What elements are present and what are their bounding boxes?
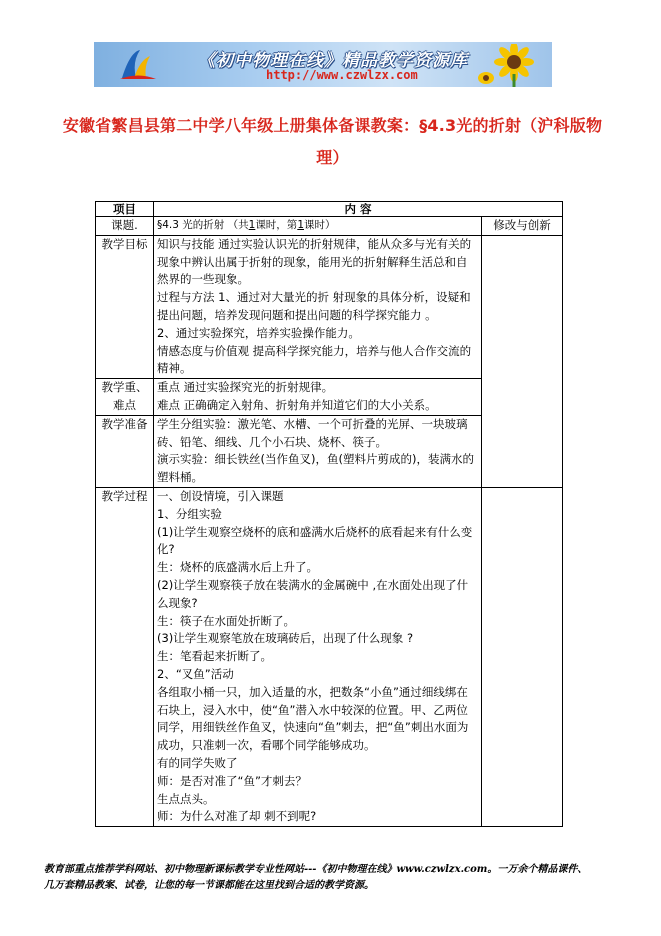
process-line: 师：为什么对准了却 刺不到呢? xyxy=(157,809,317,824)
process-line: 生：笔看起来折断了。 xyxy=(157,649,272,664)
process-line: (3)让学生观察笔放在玻璃砖后，出现了什么现象 ? xyxy=(157,631,414,646)
keypoint-line: 难点 正确确定入射角、折射角并知道它们的大小关系。 xyxy=(157,397,437,412)
site-banner xyxy=(94,42,552,87)
process-line: 一、创设情境，引入课题 xyxy=(157,488,284,503)
header-item: 项目 xyxy=(96,202,154,217)
process-line: 1、分组实验 xyxy=(157,506,222,521)
process-line: 各组取小桶一只，加入适量的水，把数条“小鱼”通过细线绑在石块上，浸入水中，使“鱼”潜入水中较深的位置。甲、乙两位同学，用细铁丝作鱼叉，快速向“鱼”刺去，把“鱼”刺出水面为成功，只准刺一次，看哪个同学能够成功。 xyxy=(157,684,469,753)
process-row xyxy=(96,487,563,826)
footer-line-1: 教育部重点推荐学科网站、初中物理新课标教学专业性网站---《初中物理在线》www.czwlzx.com。一万余个精品课件、 xyxy=(44,864,588,875)
goal-line: 过程与方法 1、通过对大量光的折 射现象的具体分析，设疑和提出问题，培养发现问题和提出问题的科学探究能力 。 xyxy=(157,290,471,322)
banner-title: 《初中物理在线》精品教学资源库 xyxy=(198,51,468,71)
process-line: 师：是否对准了“鱼”才刺去？ xyxy=(157,773,307,788)
goal-line: 知识与技能 通过实验认识光的折射规律，能从众多与光有关的现象中辨认出属于折射的现象，能用光的折射解释生活总和自然界的一些现象。 xyxy=(157,236,472,287)
footer-line-2: 几万套精品教案、试卷，让您的每一节课都能在这里找到合适的教学资源。 xyxy=(44,880,374,891)
topic-label: 课题. xyxy=(96,217,154,236)
table-header-row xyxy=(96,202,563,217)
page-footer xyxy=(44,862,629,894)
sunflower-icon xyxy=(476,44,546,87)
prep-label: 教学准备 xyxy=(96,415,154,487)
topic-mid: 课时，第 xyxy=(255,219,298,231)
keypoint-line: 重点 通过实验探究光的折射规律。 xyxy=(157,380,334,395)
keypoints-label: 教学重、难点 xyxy=(96,379,154,416)
revise-column[interactable] xyxy=(482,235,563,487)
process-revise-cell[interactable] xyxy=(482,487,563,826)
prep-line: 演示实验：细长铁丝(当作鱼叉)，鱼(塑料片剪成的)，装满水的塑料桶。 xyxy=(157,452,474,485)
lesson-plan-table xyxy=(95,201,563,827)
process-content xyxy=(154,487,482,826)
process-line: 生点点头。 xyxy=(157,791,215,806)
goal-line: 2、通过实验探究，培养实验操作能力。 xyxy=(157,325,360,340)
prep-line: 学生分组实验：激光笔、水槽、一个可折叠的光屏、一块玻璃砖、铅笔、细线、几个小石块、烧杯、筷子。 xyxy=(157,416,468,449)
current-period: 1 xyxy=(297,219,304,231)
goals-label: 教学目标 xyxy=(96,235,154,378)
keypoints-content xyxy=(154,379,482,416)
topic-content xyxy=(154,217,482,236)
process-line: 生：烧杯的底盛满水后上升了。 xyxy=(157,560,318,575)
banner-url[interactable]: http://www.czwlzx.com xyxy=(266,68,418,82)
revise-header: 修改与创新 xyxy=(482,217,563,236)
process-line: 生：筷子在水面处折断了。 xyxy=(157,613,295,628)
goal-line: 情感态度与价值观 提高科学探究能力，培养与他人合作交流的精神。 xyxy=(157,343,472,376)
document-title: 安徽省繁昌县第二中学八年级上册集体备课教案：§4.3光的折射（沪科版物理） xyxy=(62,116,603,167)
process-line: (2)让学生观察筷子放在装满水的金属碗中 ,在水面处出现了什么现象? xyxy=(157,577,469,610)
process-label: 教学过程 xyxy=(96,487,154,826)
process-line: 2、“叉鱼”活动 xyxy=(157,666,234,681)
site-logo-icon xyxy=(118,48,158,82)
goals-row xyxy=(96,235,563,378)
process-line: (1)让学生观察空烧杯的底和盛满水后烧杯的底看起来有什么变化? xyxy=(157,524,473,557)
topic-prefix: §4.3 光的折射 （共 xyxy=(157,219,249,231)
topic-row xyxy=(96,217,563,236)
prep-content xyxy=(154,415,482,487)
total-periods: 1 xyxy=(248,219,256,231)
goals-content xyxy=(154,235,482,378)
topic-suffix: 课时） xyxy=(304,219,336,231)
header-content: 内 容 xyxy=(154,202,563,217)
process-line: 有的同学失败了 xyxy=(157,755,238,770)
